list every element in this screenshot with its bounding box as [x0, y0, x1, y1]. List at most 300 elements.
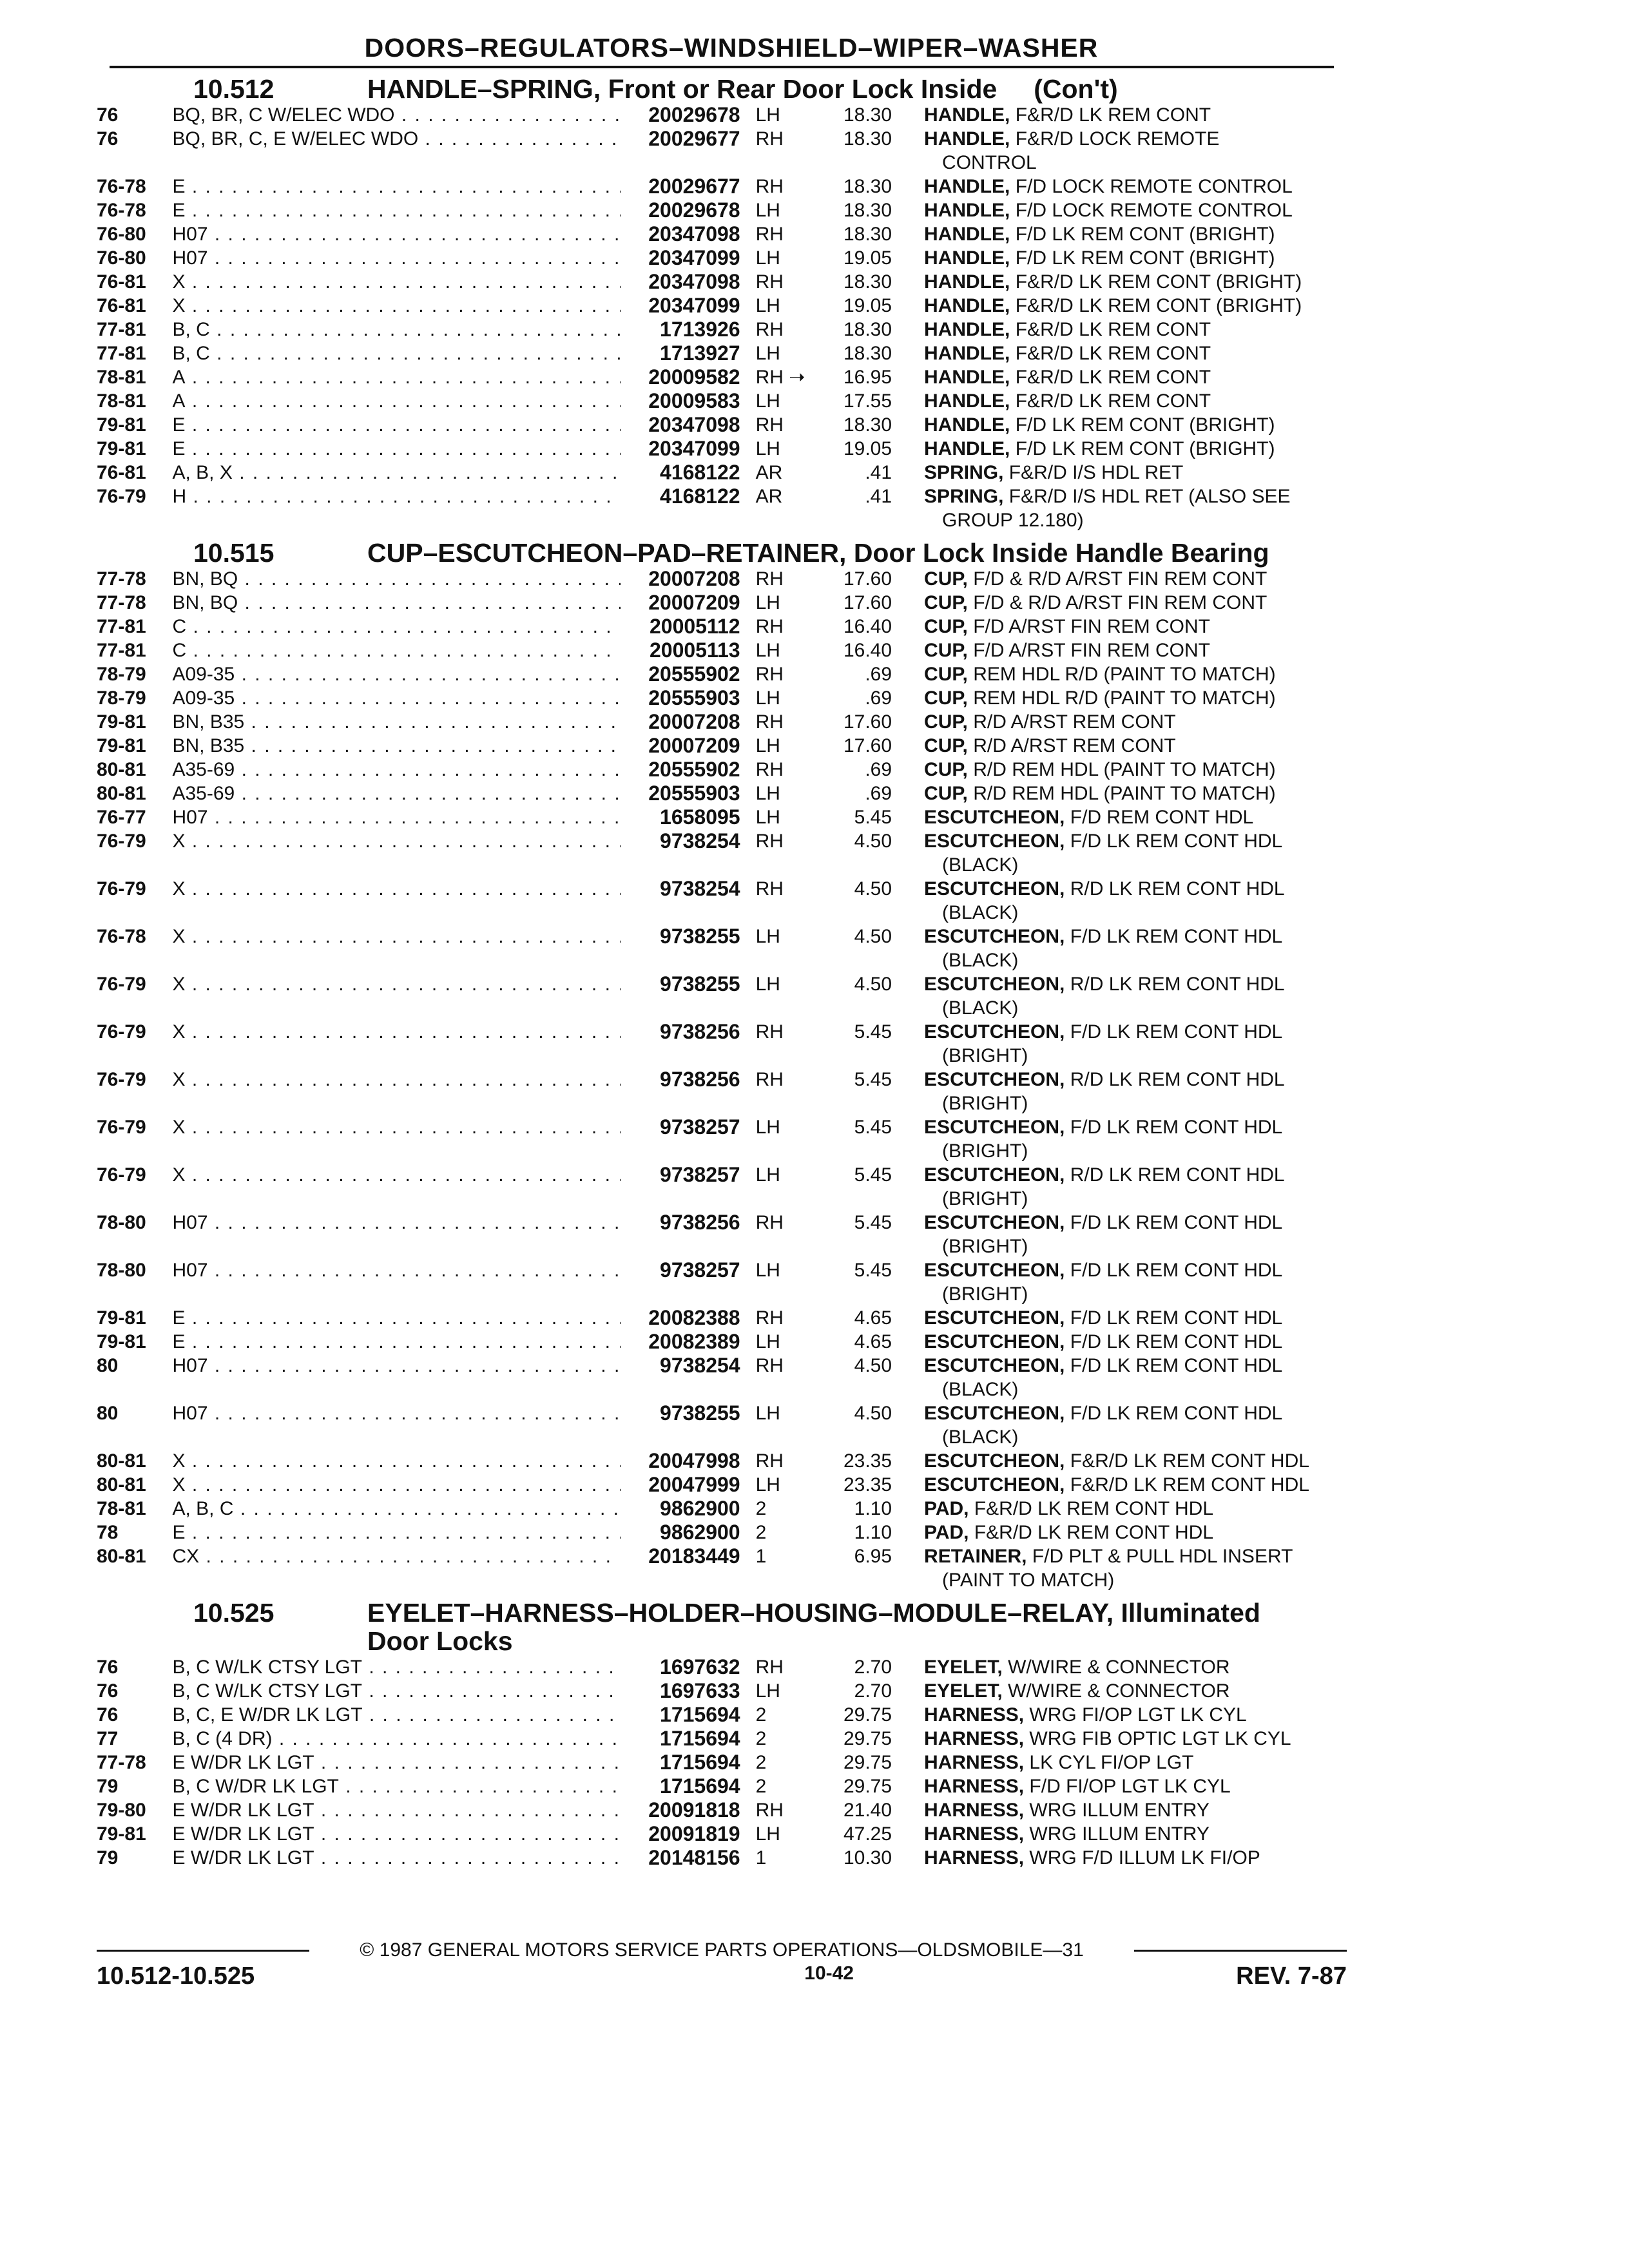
- part-description: F/D LK REM CONT HDL: [1070, 1331, 1283, 1352]
- parts-list: [97, 103, 1347, 532]
- body-style-cell: [172, 782, 620, 805]
- body-style-cell: [172, 198, 620, 222]
- price: 19.05: [843, 438, 892, 459]
- revision: REV. 7-87: [1236, 1963, 1347, 1990]
- body-style-cell: [172, 389, 620, 413]
- part-name: ESCUTCHEON,: [924, 1355, 1065, 1376]
- model-years: 78-81: [97, 367, 146, 388]
- part-row: [97, 127, 1347, 175]
- price: 18.30: [843, 200, 892, 221]
- description-cell: [892, 1449, 1347, 1473]
- body-style-cell: [172, 1846, 620, 1870]
- side-qty: AR: [755, 486, 783, 507]
- model-years: 79-81: [97, 1307, 146, 1329]
- body-style-cell: [172, 294, 620, 318]
- part-number: 20148156: [648, 1846, 740, 1869]
- body-style: A . . .: [172, 365, 620, 389]
- model-years: 76: [97, 1704, 119, 1725]
- part-row: [97, 341, 1347, 365]
- model-years: 76: [97, 104, 119, 126]
- part-number: 9738257: [660, 1115, 740, 1139]
- body-style: H07 . . .: [172, 222, 620, 246]
- model-years: 76-79: [97, 1117, 146, 1138]
- body-style: B, C (4 DR) . . .: [172, 1727, 620, 1751]
- part-description: F&R/D I/S HDL RET: [1008, 462, 1184, 483]
- part-description: F&R/D LK REM CONT: [1015, 343, 1211, 364]
- side-qty: AR: [755, 462, 783, 483]
- part-name: ESCUTCHEON,: [924, 1260, 1065, 1281]
- side-qty: LH: [755, 343, 780, 364]
- body-style-cell: [172, 1115, 620, 1139]
- model-years: 78-81: [97, 1498, 146, 1519]
- section-title-block: [367, 75, 1347, 103]
- price: 5.45: [854, 1164, 892, 1186]
- part-description: R/D A/RST REM CONT: [973, 711, 1176, 733]
- part-number: 20007208: [648, 710, 740, 733]
- part-name: ESCUTCHEON,: [924, 1450, 1065, 1472]
- model-years: 80-81: [97, 783, 146, 804]
- price: 18.30: [843, 176, 892, 197]
- body-style-cell: [172, 972, 620, 996]
- price: 29.75: [843, 1704, 892, 1725]
- part-description-continued: (BLACK): [942, 1427, 1019, 1448]
- description-cell: [892, 1774, 1347, 1798]
- body-style: C . . .: [172, 615, 620, 639]
- body-style-cell: [172, 222, 620, 246]
- part-description: F/D & R/D A/RST FIN REM CONT: [973, 592, 1268, 613]
- part-description-continued: (BLACK): [942, 854, 1019, 876]
- section-title-block: [367, 1599, 1347, 1655]
- body-style: H07 . . .: [172, 1211, 620, 1235]
- body-style-cell: [172, 127, 620, 151]
- description-cell: [892, 805, 1347, 829]
- part-number: 20555903: [648, 686, 740, 709]
- model-years: 76-79: [97, 878, 146, 899]
- part-name: HARNESS,: [924, 1800, 1025, 1821]
- part-number: 9862900: [660, 1521, 740, 1544]
- side-qty: RH: [755, 568, 784, 590]
- side-qty: RH: [755, 319, 784, 340]
- part-number: 20009582: [648, 365, 740, 389]
- body-style-cell: [172, 246, 620, 270]
- model-years: 80-81: [97, 1450, 146, 1472]
- description-cell: [892, 1163, 1347, 1211]
- model-years: 76-81: [97, 462, 146, 483]
- part-description: F&R/D LOCK REMOTE: [1015, 128, 1220, 149]
- part-number: 20029678: [648, 198, 740, 222]
- price: 17.55: [843, 390, 892, 412]
- part-description: REM HDL R/D (PAINT TO MATCH): [973, 687, 1276, 709]
- part-description-continued: CONTROL: [942, 152, 1037, 173]
- part-description-continued: (BRIGHT): [942, 1188, 1028, 1209]
- side-qty: LH: [755, 640, 780, 661]
- description-cell: [892, 365, 1347, 389]
- description-cell: [892, 662, 1347, 686]
- part-row: [97, 567, 1347, 591]
- description-cell: [892, 567, 1347, 591]
- part-description: W/WIRE & CONNECTOR: [1008, 1657, 1230, 1678]
- side-qty: LH: [755, 974, 780, 995]
- part-row: [97, 1449, 1347, 1473]
- part-description: LK CYL FI/OP LGT: [1029, 1752, 1194, 1773]
- body-style-cell: [172, 615, 620, 639]
- footer-bottom: [97, 1963, 1347, 1990]
- description-cell: [892, 1655, 1347, 1679]
- part-description: W/WIRE & CONNECTOR: [1008, 1680, 1230, 1702]
- body-style: E W/DR LK LGT . . .: [172, 1751, 620, 1774]
- body-style: X . . .: [172, 829, 620, 853]
- price: .41: [865, 486, 892, 507]
- part-number: 4168122: [660, 461, 740, 484]
- body-style: B, C . . .: [172, 318, 620, 341]
- side-qty: RH: [755, 224, 784, 245]
- part-name: HANDLE,: [924, 295, 1010, 316]
- body-style: B, C W/LK CTSY LGT . . .: [172, 1655, 620, 1679]
- description-cell: [892, 972, 1347, 1020]
- part-row: [97, 1497, 1347, 1521]
- price: 4.50: [854, 1403, 892, 1424]
- body-style: B, C . . .: [172, 341, 620, 365]
- body-style-cell: [172, 758, 620, 782]
- price: 17.60: [843, 592, 892, 613]
- parts-list: [97, 567, 1347, 1592]
- part-name: HANDLE,: [924, 343, 1010, 364]
- part-number: 1713926: [660, 318, 740, 341]
- body-style-cell: [172, 1822, 620, 1846]
- description-cell: [892, 1068, 1347, 1115]
- part-number: 20347099: [648, 246, 740, 269]
- description-cell: [892, 103, 1347, 127]
- sections-container: [97, 75, 1347, 1870]
- body-style-cell: [172, 1020, 620, 1044]
- part-row: [97, 1163, 1347, 1211]
- part-description-continued: (BRIGHT): [942, 1045, 1028, 1066]
- part-name: EYELET,: [924, 1680, 1003, 1702]
- part-name: HARNESS,: [924, 1847, 1025, 1869]
- part-name: HANDLE,: [924, 128, 1010, 149]
- part-name: HARNESS,: [924, 1752, 1025, 1773]
- part-name: ESCUTCHEON,: [924, 1069, 1065, 1090]
- body-style-cell: [172, 341, 620, 365]
- body-style: X . . .: [172, 1115, 620, 1139]
- price: .69: [865, 783, 892, 804]
- price: 23.35: [843, 1450, 892, 1472]
- part-row: [97, 972, 1347, 1020]
- side-qty: 2: [755, 1776, 767, 1797]
- description-cell: [892, 1497, 1347, 1521]
- description-cell: [892, 1473, 1347, 1497]
- part-number: 20009583: [648, 389, 740, 412]
- model-years: 76-79: [97, 974, 146, 995]
- side-qty: LH: [755, 1331, 780, 1352]
- part-description: F/D LK REM CONT (BRIGHT): [1015, 224, 1275, 245]
- side-qty: RH: [755, 759, 784, 780]
- body-style-cell: [172, 1521, 620, 1544]
- part-name: HANDLE,: [924, 104, 1010, 126]
- part-number: 4168122: [660, 485, 740, 508]
- side-qty: LH: [755, 1164, 780, 1186]
- side-qty: 2: [755, 1522, 767, 1543]
- side-qty: LH: [755, 247, 780, 269]
- price: 19.05: [843, 295, 892, 316]
- model-years: 76-77: [97, 807, 146, 828]
- part-name: HANDLE,: [924, 390, 1010, 412]
- part-number: 20091818: [648, 1798, 740, 1821]
- body-style-cell: [172, 318, 620, 341]
- section-title: EYELET–HARNESS–HOLDER–HOUSING–MODULE–RELAY, Illuminated: [367, 1598, 1260, 1628]
- side-qty: RH: [755, 616, 784, 637]
- part-number: 1697632: [660, 1655, 740, 1678]
- part-description-continued: GROUP 12.180): [942, 510, 1084, 531]
- description-cell: [892, 175, 1347, 198]
- part-row: [97, 1211, 1347, 1258]
- part-row: [97, 686, 1347, 710]
- side-qty: RH: [755, 1212, 784, 1233]
- part-description: F/D LOCK REMOTE CONTROL: [1015, 176, 1293, 197]
- price: 29.75: [843, 1728, 892, 1749]
- body-style: A . . .: [172, 389, 620, 413]
- side-qty: LH: [755, 390, 780, 412]
- price: 4.65: [854, 1331, 892, 1352]
- part-name: ESCUTCHEON,: [924, 926, 1065, 947]
- body-style: B, C, E W/DR LK LGT . . .: [172, 1703, 620, 1727]
- part-name: HANDLE,: [924, 176, 1010, 197]
- part-row: [97, 1655, 1347, 1679]
- footer-line: [97, 1939, 1347, 1961]
- price: 29.75: [843, 1776, 892, 1797]
- part-name: CUP,: [924, 568, 968, 590]
- body-style-cell: [172, 1068, 620, 1091]
- part-description: R/D LK REM CONT HDL: [1070, 1164, 1285, 1186]
- price: 5.45: [854, 1069, 892, 1090]
- price: 5.45: [854, 807, 892, 828]
- part-number: 1658095: [660, 805, 740, 829]
- part-name: ESCUTCHEON,: [924, 878, 1065, 899]
- section-number: 10.512: [193, 74, 275, 104]
- price: 4.50: [854, 831, 892, 852]
- part-description: REM HDL R/D (PAINT TO MATCH): [973, 664, 1276, 685]
- part-description: F/D LK REM CONT (BRIGHT): [1015, 438, 1275, 459]
- section-heading: [97, 1599, 1347, 1655]
- part-row: [97, 389, 1347, 413]
- part-row: [97, 1068, 1347, 1115]
- side-qty: LH: [755, 200, 780, 221]
- part-name: CUP,: [924, 640, 968, 661]
- description-cell: [892, 1401, 1347, 1449]
- part-description-continued: (BLACK): [942, 1379, 1019, 1400]
- section-number: 10.515: [193, 538, 275, 568]
- body-style: BN, B35 . . .: [172, 710, 620, 734]
- model-years: 76-79: [97, 1021, 146, 1043]
- model-years: 78-79: [97, 664, 146, 685]
- part-description-continued: (PAINT TO MATCH): [942, 1570, 1115, 1591]
- description-cell: [892, 318, 1347, 341]
- part-row: [97, 710, 1347, 734]
- side-qty: 2: [755, 1752, 767, 1773]
- part-name: CUP,: [924, 664, 968, 685]
- body-style-cell: [172, 925, 620, 948]
- part-name: HANDLE,: [924, 224, 1010, 245]
- model-years: 76-80: [97, 224, 146, 245]
- side-qty: RH: [755, 128, 784, 149]
- part-row: [97, 1354, 1347, 1401]
- part-name: HARNESS,: [924, 1728, 1025, 1749]
- body-style: H07 . . .: [172, 805, 620, 829]
- model-years: 80-81: [97, 759, 146, 780]
- price: 4.50: [854, 926, 892, 947]
- body-style: X . . .: [172, 1020, 620, 1044]
- body-style-cell: [172, 829, 620, 853]
- model-years: 77-81: [97, 616, 146, 637]
- body-style: H07 . . .: [172, 246, 620, 270]
- price: 21.40: [843, 1800, 892, 1821]
- part-row: [97, 1306, 1347, 1330]
- body-style: BN, BQ . . .: [172, 567, 620, 591]
- part-number: 1715694: [660, 1727, 740, 1750]
- part-number: 20029677: [648, 127, 740, 150]
- body-style: X . . .: [172, 270, 620, 294]
- part-row: [97, 1330, 1347, 1354]
- body-style-cell: [172, 103, 620, 127]
- part-row: [97, 270, 1347, 294]
- body-style: E . . .: [172, 437, 620, 461]
- part-number: 20047998: [648, 1449, 740, 1472]
- body-style-cell: [172, 437, 620, 461]
- description-cell: [892, 1727, 1347, 1751]
- body-style-cell: [172, 877, 620, 901]
- body-style-cell: [172, 1330, 620, 1354]
- body-style: A35-69 . . .: [172, 782, 620, 805]
- part-description: F&R/D LK REM CONT: [1015, 104, 1211, 126]
- part-number: 20347099: [648, 294, 740, 317]
- model-years: 78: [97, 1522, 119, 1543]
- body-style: A09-35 . . .: [172, 686, 620, 710]
- description-cell: [892, 413, 1347, 437]
- description-cell: [892, 877, 1347, 925]
- body-style-cell: [172, 686, 620, 710]
- part-row: [97, 805, 1347, 829]
- part-description: F&R/D LK REM CONT: [1015, 390, 1211, 412]
- part-description: F&R/D LK REM CONT (BRIGHT): [1015, 295, 1302, 316]
- body-style: BQ, BR, C, E W/ELEC WDO . . .: [172, 127, 620, 151]
- part-number: 20347098: [648, 413, 740, 436]
- body-style-cell: [172, 591, 620, 615]
- part-description-continued: (BLACK): [942, 902, 1019, 923]
- model-years: 79-81: [97, 414, 146, 436]
- part-row: [97, 294, 1347, 318]
- body-style: E W/DR LK LGT . . .: [172, 1822, 620, 1846]
- body-style-cell: [172, 710, 620, 734]
- part-name: CUP,: [924, 687, 968, 709]
- section-subtitle: Door Locks: [367, 1626, 513, 1656]
- side-qty: RH: [755, 271, 784, 293]
- part-row: [97, 437, 1347, 461]
- body-style-cell: [172, 1163, 620, 1187]
- side-qty: LH: [755, 807, 780, 828]
- part-name: RETAINER,: [924, 1546, 1027, 1567]
- part-row: [97, 782, 1347, 805]
- price: 5.45: [854, 1212, 892, 1233]
- side-qty: RH: [755, 414, 784, 436]
- side-qty: LH: [755, 926, 780, 947]
- part-number: 9738256: [660, 1211, 740, 1234]
- model-years: 78-79: [97, 687, 146, 709]
- part-name: HANDLE,: [924, 271, 1010, 293]
- part-number: 20007208: [648, 567, 740, 590]
- side-qty: RH: [755, 1355, 784, 1376]
- model-years: 78-81: [97, 390, 146, 412]
- body-style-cell: [172, 1751, 620, 1774]
- description-cell: [892, 1846, 1347, 1870]
- part-row: [97, 1521, 1347, 1544]
- part-name: CUP,: [924, 592, 968, 613]
- model-years: 79: [97, 1776, 119, 1797]
- side-qty: RH: [755, 1800, 784, 1821]
- part-description: F&R/D LK REM CONT (BRIGHT): [1015, 271, 1302, 293]
- part-description: F/D LK REM CONT HDL: [1070, 831, 1283, 852]
- section-title: HANDLE–SPRING, Front or Rear Door Lock Inside (Con't): [367, 74, 1118, 104]
- body-style: X . . .: [172, 1449, 620, 1473]
- model-years: 77-81: [97, 319, 146, 340]
- part-number: 20005113: [649, 639, 740, 662]
- price: 16.40: [843, 616, 892, 637]
- body-style: A, B, X . . .: [172, 461, 620, 485]
- body-style: E W/DR LK LGT . . .: [172, 1798, 620, 1822]
- part-number: 9738257: [660, 1258, 740, 1282]
- model-years: 79-81: [97, 735, 146, 756]
- body-style: E . . .: [172, 175, 620, 198]
- price: 18.30: [843, 224, 892, 245]
- description-cell: [892, 246, 1347, 270]
- part-name: ESCUTCHEON,: [924, 807, 1065, 828]
- description-cell: [892, 925, 1347, 972]
- part-description: F&R/D LK REM CONT: [1015, 367, 1211, 388]
- part-row: [97, 1115, 1347, 1163]
- part-row: [97, 1473, 1347, 1497]
- body-style: H07 . . .: [172, 1354, 620, 1378]
- part-name: HANDLE,: [924, 319, 1010, 340]
- price: 4.65: [854, 1307, 892, 1329]
- model-years: 79-81: [97, 711, 146, 733]
- model-years: 76-79: [97, 1164, 146, 1186]
- part-description: F/D LK REM CONT (BRIGHT): [1015, 247, 1275, 269]
- part-number: 9738257: [660, 1163, 740, 1186]
- description-cell: [892, 1521, 1347, 1544]
- side-qty: LH: [755, 1474, 780, 1495]
- price: 18.30: [843, 271, 892, 293]
- model-years: 76-78: [97, 926, 146, 947]
- model-years: 76-81: [97, 271, 146, 293]
- body-style: H07 . . .: [172, 1401, 620, 1425]
- part-row: [97, 1846, 1347, 1870]
- price: 23.35: [843, 1474, 892, 1495]
- side-qty: LH: [755, 1117, 780, 1138]
- part-row: [97, 1727, 1347, 1751]
- part-number: 20007209: [648, 734, 740, 757]
- part-name: HANDLE,: [924, 247, 1010, 269]
- section-title-block: [367, 539, 1347, 567]
- model-years: 76: [97, 128, 119, 149]
- body-style: E W/DR LK LGT . . .: [172, 1846, 620, 1870]
- part-description: F/D LK REM CONT HDL: [1070, 1117, 1283, 1138]
- part-number: 20183449: [648, 1544, 740, 1568]
- part-name: ESCUTCHEON,: [924, 1307, 1065, 1329]
- part-name: CUP,: [924, 735, 968, 756]
- description-cell: [892, 1330, 1347, 1354]
- part-row: [97, 925, 1347, 972]
- description-cell: [892, 222, 1347, 246]
- side-qty: LH: [755, 1823, 780, 1845]
